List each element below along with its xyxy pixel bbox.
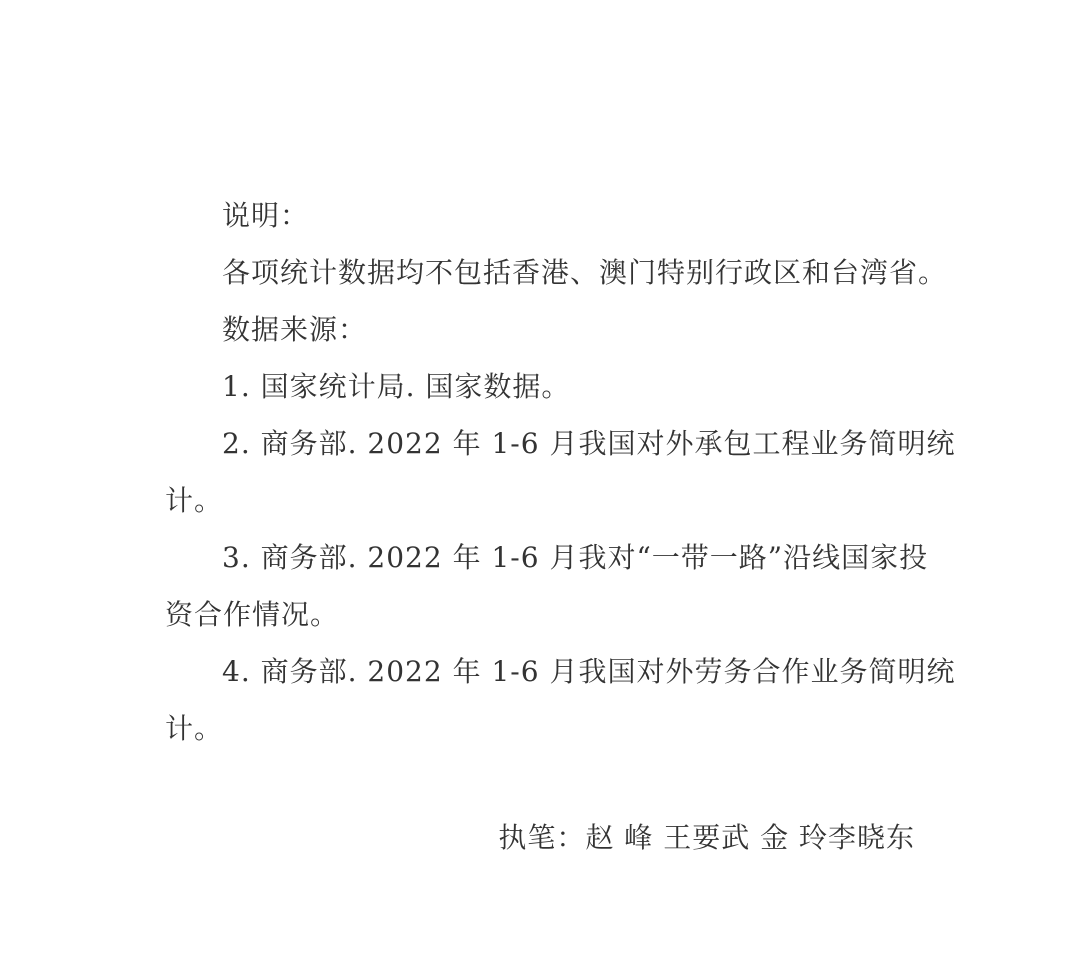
source-item-2: 2. 商务部. 2022 年 1-6 月我国对外承包工程业务简明统 <box>222 427 956 460</box>
notes-heading: 说明： <box>222 199 310 232</box>
source-item-4: 4. 商务部. 2022 年 1-6 月我国对外劳务合作业务简明统 <box>222 655 956 688</box>
source-item-3: 3. 商务部. 2022 年 1-6 月我对“一带一路”沿线国家投 <box>222 541 929 574</box>
notes-text: 各项统计数据均不包括香港、澳门特别行政区和台湾省。 <box>222 256 948 289</box>
sources-heading: 数据来源： <box>222 313 368 346</box>
author-signature: 执笔：赵 峰 王要武 金 玲李晓东 <box>498 821 915 854</box>
source-item-3-continuation: 资合作情况。 <box>165 598 340 631</box>
source-item-1: 1. 国家统计局. 国家数据。 <box>222 370 571 403</box>
source-item-2-continuation: 计。 <box>165 484 224 517</box>
source-item-4-continuation: 计。 <box>165 712 224 745</box>
